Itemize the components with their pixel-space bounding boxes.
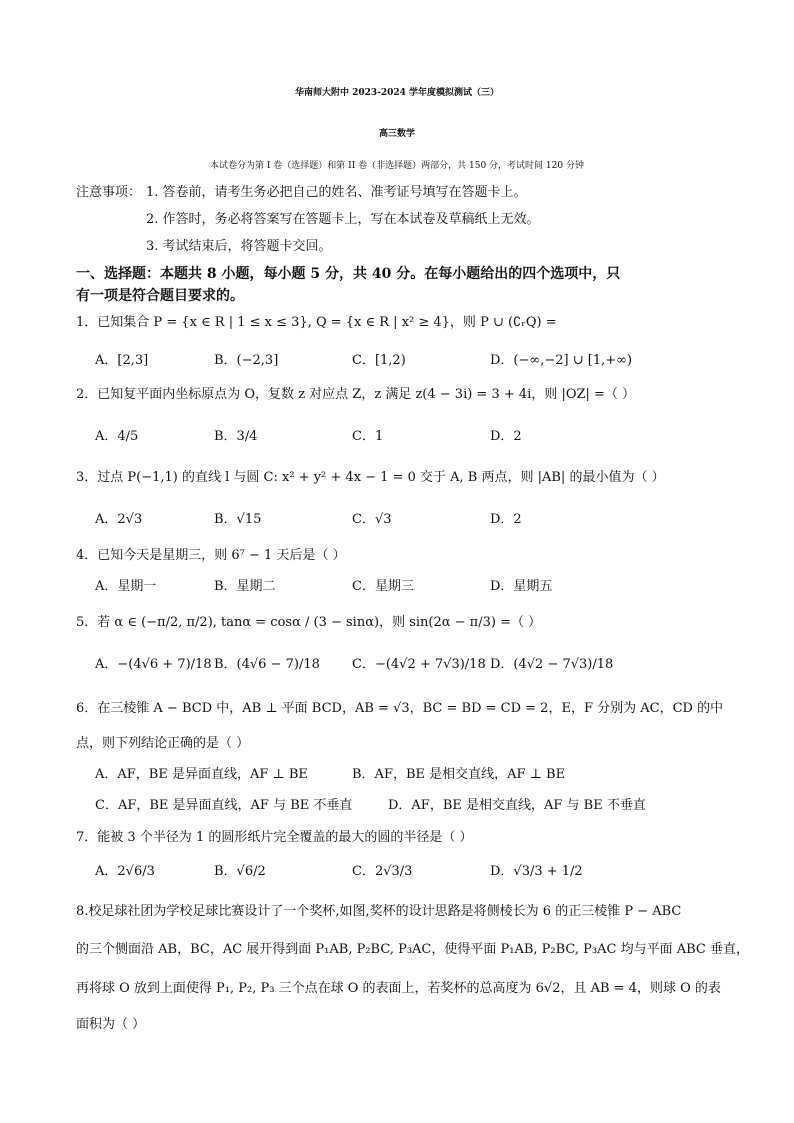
q6-option-c: C．AF，BE 是异面直线，AF 与 BE 不垂直	[95, 798, 353, 813]
question-8-line: 面积为（ ）	[76, 1017, 146, 1032]
q4-option-c: C．星期三	[352, 579, 414, 594]
exam-intro: 本试卷分为第 I 卷（选择题）和第 II 卷（非选择题）两部分，共 150 分，考试时间 120 分钟	[210, 161, 584, 171]
q1-option-c: C．[1,2)	[352, 353, 406, 368]
q5-option-b: B．(4√6 − 7)/18	[214, 657, 320, 672]
question-3-stem: 3．过点 P(−1,1) 的直线 l 与圆 C: x² + y² + 4x − 1 = 0 交于 A, B 两点，则 |AB| 的最小值为（ ）	[76, 470, 665, 485]
note-item: 2. 作答时，务必将答案写在答题卡上，写在本试卷及草稿纸上无效。	[146, 212, 540, 227]
q1-option-a: A．[2,3]	[95, 353, 149, 368]
q1-option-d: D．(−∞,−2] ∪ [1,+∞)	[490, 353, 633, 368]
question-8-line: 8.校足球社团为学校足球比赛设计了一个奖杯,如图,奖杯的设计思路是将侧棱长为 6 的正三棱锥 P − ABC	[76, 904, 682, 919]
question-8-line: 再将球 O 放到上面使得 P₁, P₂, P₃ 三个点在球 O 的表面上，若奖杯的总高度为 6√2，且 AB = 4，则球 O 的表	[76, 981, 721, 996]
q7-option-c: C．2√3/3	[352, 864, 413, 879]
question-1-stem: 1．已知集合 P = {x ∈ R | 1 ≤ x ≤ 3}, Q = {x ∈ R | x² ≥ 4}，则 P ∪ (∁ᵣQ) =	[76, 315, 557, 330]
note-item: 1. 答卷前，请考生务必把自己的姓名、准考证号填写在答题卡上。	[146, 185, 527, 200]
note-item: 3. 考试结束后，将答题卡交回。	[146, 239, 332, 254]
q7-option-a: A．2√6/3	[95, 864, 155, 879]
q5-option-a: A．−(4√6 + 7)/18	[95, 657, 212, 672]
question-2-stem: 2．已知复平面内坐标原点为 O，复数 z 对应点 Z，z 满足 z(4 − 3i) = 3 + 4i，则 |OZ| =（ ）	[76, 387, 636, 402]
q1-option-b: B．(−2,3]	[214, 353, 279, 368]
q4-option-a: A．星期一	[95, 579, 157, 594]
q5-option-c: C．−(4√2 + 7√3)/18	[352, 657, 486, 672]
q5-option-d: D．(4√2 − 7√3)/18	[490, 657, 614, 672]
q4-option-b: B．星期二	[214, 579, 276, 594]
q7-option-d: D．√3/3 + 1/2	[490, 864, 583, 879]
q3-option-c: C．√3	[352, 512, 392, 527]
exam-title: 华南师大附中 2023-2024 学年度模拟测试（三）	[294, 88, 500, 98]
q6-option-a: A．AF，BE 是异面直线，AF ⊥ BE	[95, 767, 308, 782]
question-5-stem: 5．若 α ∈ (−π/2, π/2), tanα = cosα / (3 − sinα)，则 sin(2α − π/3) =（ ）	[76, 615, 542, 630]
q2-option-a: A．4/5	[95, 429, 139, 444]
q4-option-d: D．星期五	[490, 579, 553, 594]
q3-option-d: D．2	[490, 512, 522, 527]
question-7-stem: 7．能被 3 个半径为 1 的圆形纸片完全覆盖的最大的圆的半径是（ ）	[76, 830, 473, 845]
q3-option-a: A．2√3	[95, 512, 143, 527]
question-8-line: 的三个侧面沿 AB，BC，AC 展开得到面 P₁AB, P₂BC, P₃AC，使得平面 P₁AB, P₂BC, P₃AC 均与平面 ABC 垂直，	[76, 942, 749, 957]
q2-option-d: D．2	[490, 429, 522, 444]
q6-option-b: B．AF，BE 是相交直线，AF ⊥ BE	[352, 767, 566, 782]
section-heading-line1: 一、选择题：本题共 8 小题，每小题 5 分，共 40 分。在每小题给出的四个选项中，只	[76, 266, 621, 282]
q3-option-b: B．√15	[214, 512, 262, 527]
q7-option-b: B．√6/2	[214, 864, 266, 879]
subject-title: 高三数学	[378, 129, 415, 139]
question-6-stem: 6．在三棱锥 A − BCD 中，AB ⊥ 平面 BCD，AB = √3，BC = BD = CD = 2，E，F 分别为 AC，CD 的中	[76, 701, 724, 716]
q6-option-d: D．AF，BE 是相交直线，AF 与 BE 不垂直	[388, 798, 646, 813]
question-4-stem: 4．已知今天是星期三，则 6⁷ − 1 天后是（ ）	[76, 548, 346, 563]
question-6-stem-cont: 点，则下列结论正确的是（ ）	[76, 736, 250, 751]
q2-option-b: B．3/4	[214, 429, 258, 444]
section-heading-line2: 有一项是符合题目要求的。	[76, 288, 244, 304]
q2-option-c: C．1	[352, 429, 384, 444]
notes-label: 注意事项：	[76, 185, 142, 200]
